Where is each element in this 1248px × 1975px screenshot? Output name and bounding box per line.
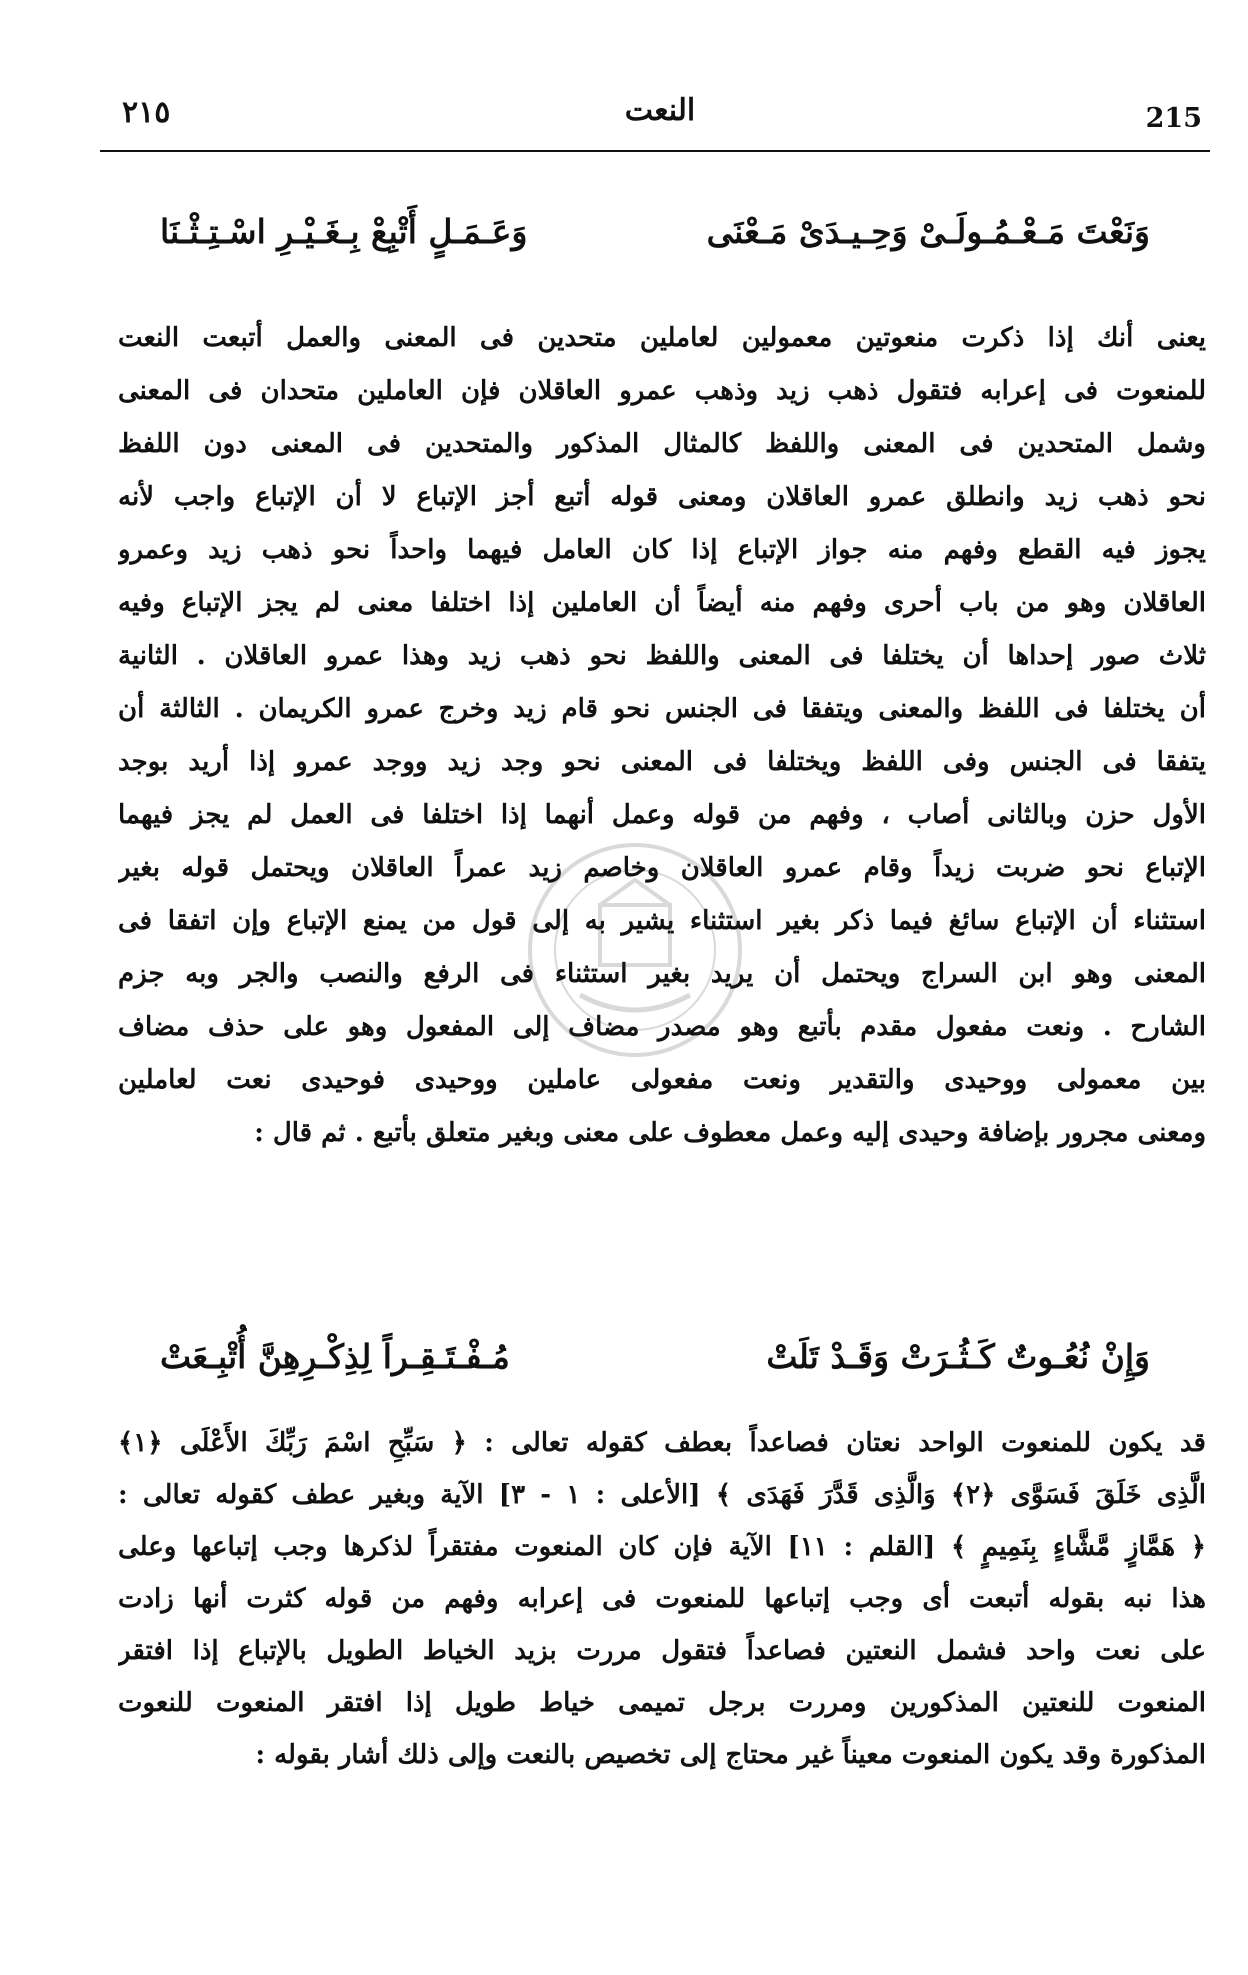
running-title: النعت: [624, 93, 696, 128]
verse-1-hemistich-left: وَعَـمَـلٍ أَتْبِعْ بِـغَـيْـرِ اسْـتِـثْـنَا: [160, 212, 528, 251]
verse-1-hemistich-right: وَنَعْتَ مَـعْـمُـولَـىْ وَحِـيـدَىْ مَـعْنَى: [706, 212, 1150, 251]
text-line: الأول حزن وبالثانى أصاب ، وفهم من قوله وعمل أنهما إذا اختلفا فى العمل لم يجز فيهما: [118, 800, 1206, 830]
text-line: ومعنى مجرور بإضافة وحيدى إليه وعمل معطوف على معنى وبغير متعلق بأتبع . ثم قال :: [254, 1118, 1206, 1148]
text-line: الَّذِى خَلَقَ فَسَوَّى ﴿٢﴾ وَالَّذِى قَدَّرَ فَهَدَى ﴾ [الأعلى : ١ - ٣] الآية وبغير عطف كقوله تعالى :: [118, 1480, 1206, 1510]
verse-2: [160, 1337, 1150, 1407]
text-line: وشمل المتحدين فى المعنى واللفظ كالمثال المذكور والمتحدين فى المعنى دون اللفظ: [118, 429, 1206, 459]
text-line: ثلاث صور إحداها أن يختلفا فى المعنى واللفظ نحو ذهب زيد وهذا عمرو العاقلان . الثانية: [118, 641, 1206, 671]
commentary-paragraph-2: [118, 1417, 1206, 1781]
header-rule: [100, 150, 1210, 152]
text-line: يتفقا فى الجنس وفى اللفظ ويختلفا فى المعنى نحو وجد زيد ووجد عمرو إذا أريد بوجد: [118, 747, 1206, 777]
verse-2-hemistich-left: مُـفْـتَـقِـراً لِذِكْـرِهِنَّ أُتْبِـعَتْ: [160, 1337, 510, 1376]
text-line: العاقلان وهو من باب أحرى وفهم منه أيضاً أن العاملين إذا اختلفا معنى لم يجز الإتباع وفيه: [118, 588, 1206, 618]
text-line: استثناء أن الإتباع سائغ فيما ذكر بغير استثناء يشير به إلى قول من يمنع الإتباع وإن اتفقا فى: [118, 906, 1206, 936]
text-line: هذا نبه بقوله أتبعت أى وجب إتباعها للمنعوت فى إعرابه وفهم من قوله كثرت أنها زادت: [118, 1584, 1206, 1614]
text-line: المعنى وهو ابن السراج ويحتمل أن يريد بغير استثناء فى الرفع والنصب والجر وبه جزم: [118, 959, 1206, 989]
text-line: على نعت واحد فشمل النعتين فصاعداً فتقول مررت بزيد الخياط الطويل بالإتباع إذا افتقر: [118, 1636, 1206, 1666]
page-header: [110, 95, 1210, 145]
text-line: المنعوت للنعتين المذكورين ومررت برجل تميمى خياط طويل إذا افتقر المنعوت للنعوت: [118, 1688, 1206, 1718]
verse-1: [160, 212, 1150, 282]
text-line: الإتباع نحو ضربت زيداً وقام عمرو العاقلان وخاصم زيد عمراً العاقلان ويحتمل قوله بغير: [118, 853, 1206, 883]
text-line: أن يختلفا فى اللفظ والمعنى ويتفقا فى الجنس نحو قام زيد وخرج عمرو الكريمان . الثالثة أن: [118, 694, 1206, 724]
text-line: قد يكون للمنعوت الواحد نعتان فصاعداً بعطف كقوله تعالى : ﴿ سَبِّحِ اسْمَ رَبِّكَ الأَعْلَى ﴿١﴾: [118, 1428, 1206, 1458]
text-line: الشارح . ونعت مفعول مقدم بأتبع وهو مصدر مضاف إلى المفعول وهو على حذف مضاف: [118, 1012, 1206, 1042]
text-line: للمنعوت فى إعرابه فتقول ذهب زيد وذهب عمرو العاقلان فإن العاملين متحدان فى المعنى: [118, 376, 1206, 406]
verse-2-hemistich-right: وَإِنْ نُعُـوتٌ كَـثُـرَتْ وَقَـدْ تَلَتْ: [766, 1337, 1150, 1376]
text-line: بين معمولى ووحيدى والتقدير ونعت مفعولى عاملين ووحيدى فوحيدى نعت لعاملين: [118, 1065, 1206, 1095]
text-line: يعنى أنك إذا ذكرت منعوتين معمولين لعاملين متحدين فى المعنى والعمل أتبعت النعت: [118, 323, 1206, 353]
page-number-latin: 215: [1145, 103, 1202, 134]
text-line: المذكورة وقد يكون المنعوت معيناً غير محتاج إلى تخصيص بالنعت وإلى ذلك أشار بقوله :: [255, 1740, 1206, 1770]
page-number-arabic: ٢١٥: [122, 95, 171, 130]
text-line: نحو ذهب زيد وانطلق عمرو العاقلان ومعنى قوله أتبع أجز الإتباع لا أن الإتباع واجب لأنه: [118, 482, 1206, 512]
text-line: ﴿ هَمَّازٍ مَّشَّاءٍ بِنَمِيمٍ ﴾ [القلم : ١١] الآية فإن كان المنعوت مفتقراً لذكرها وجب إتباعها وعلى: [118, 1532, 1206, 1562]
text-line: يجوز فيه القطع وفهم منه جواز الإتباع إذا كان العامل فيهما واحداً نحو ذهب زيد وعمرو: [118, 535, 1206, 565]
library-seal-watermark: [520, 835, 750, 1065]
